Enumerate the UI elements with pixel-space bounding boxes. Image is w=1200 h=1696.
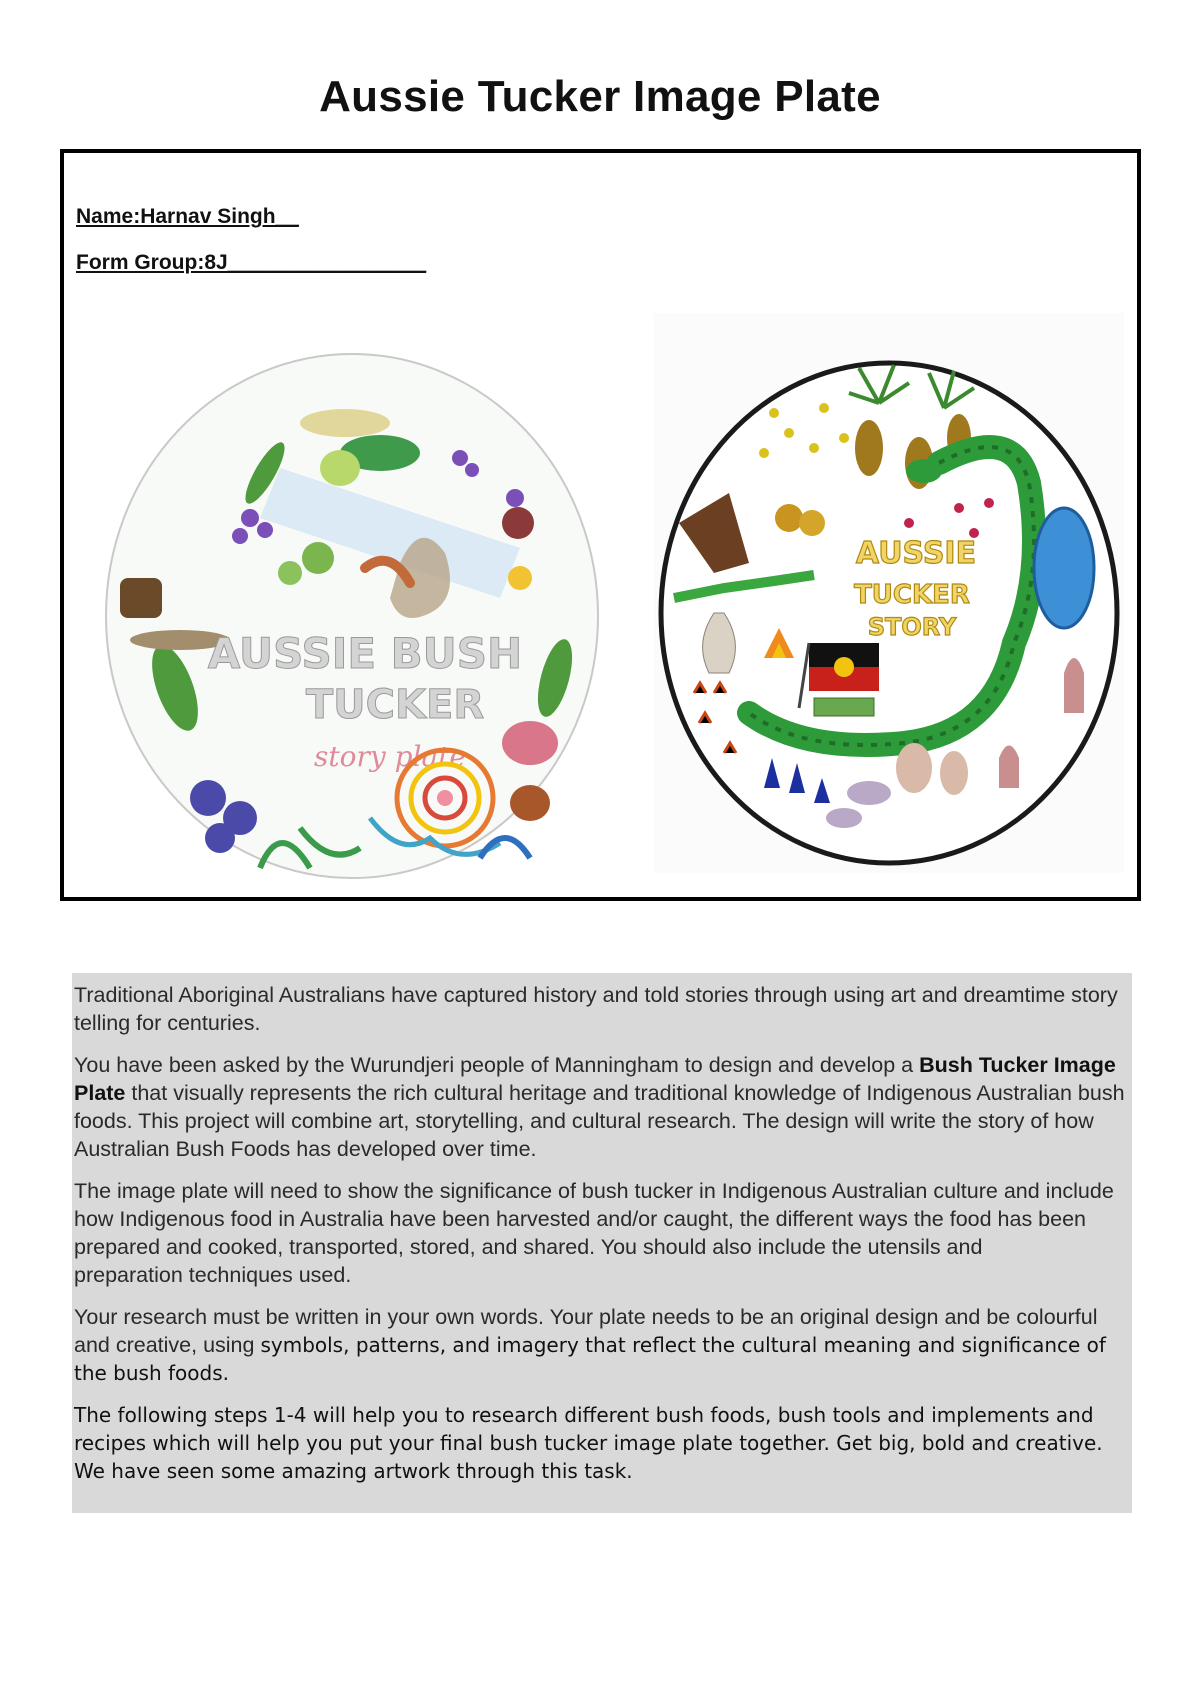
intro-paragraph: Traditional Aboriginal Australians have captured history and told stories through using art and dreamtime story telling for centuries. [74,983,1118,1035]
right-plate-title: AUSSIE [855,536,977,571]
left-plate-image [100,348,605,883]
form-group-field: Form Group:8J_________________ [76,251,427,274]
right-plate-caption: STORY [867,613,957,641]
brief-paragraph: You have been asked by the Wurundjeri people of Manningham to design and develop a Bush Tucker Image Plate that visually represents the rich cultural heritage and traditional knowledge of Indigenous Australian bush foods. This project will combine art, storytelling, and cultural research. The design will write the story of how Australian Bush Foods has developed over time. [74,1053,1125,1161]
student-name-field: Name:Harnav Singh__ [76,205,299,228]
left-plate-title: AUSSIE BUSH [207,629,523,678]
artwork-frame [60,149,1141,901]
right-plate-subtitle: TUCKER [854,580,970,610]
right-plate-image [654,313,1124,873]
page-title: Aussie Tucker Image Plate [319,72,881,121]
left-plate-subtitle: TUCKER [305,682,485,728]
task-description-panel [72,973,1132,1513]
originality-paragraph: Your research must be written in your own words. Your plate needs to be an original design and be colourful and creative, using symbols, patterns, and imagery that reflect the cultural meaning and significance of the bush foods. [74,1305,1106,1385]
left-plate-caption: story plate [314,740,466,773]
steps-paragraph: The following steps 1-4 will help you to research different bush foods, bush tools and implements and recipes which will help you put your final bush tucker image plate together. Get big, bold and creative. We have seen some amazing artwork through this task. [74,1403,1103,1483]
requirements-paragraph: The image plate will need to show the significance of bush tucker in Indigenous Australian culture and include how Indigenous food in Australia have been harvested and/or caught, the different ways the food has been prepared and cooked, transported, stored, and shared. You should also include the utensils and preparation techniques used. [74,1179,1114,1287]
